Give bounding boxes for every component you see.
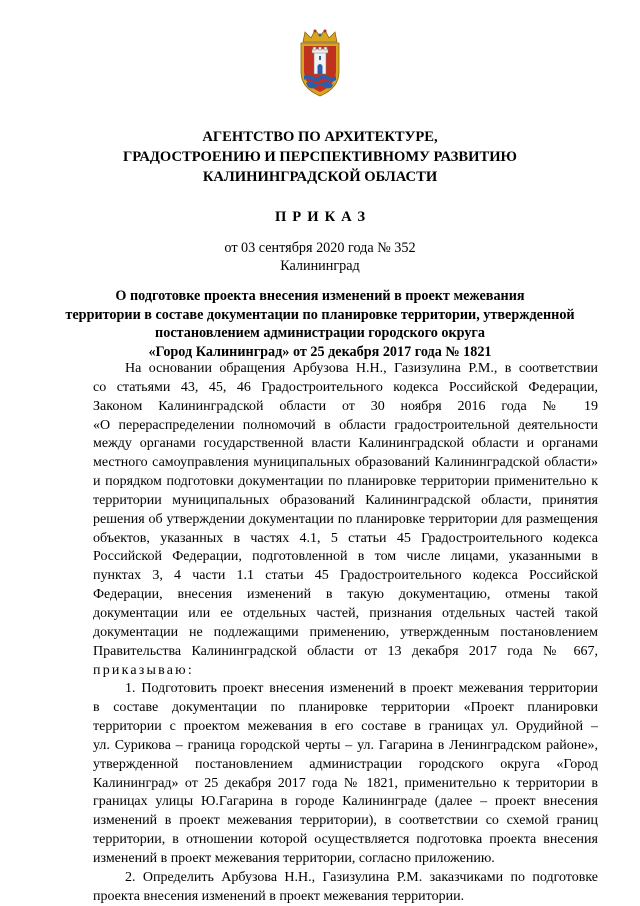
body-line: со статьями 43, 45, 46 Градостроительного кодекса Российской Федерации, <box>93 379 598 395</box>
body-line-item-2: 2. Определить Арбузова Н.Н., Газизулина Р.М. заказчиками по подготовке <box>125 869 598 885</box>
body-line-item-1: 1. Подготовить проект внесения изменений в проект межевания территории <box>125 681 598 697</box>
order-subject-line: постановлением администрации городского округа <box>155 325 485 342</box>
body-line-decree-word: приказываю: <box>93 662 194 678</box>
body-line: На основании обращения Арбузова Н.Н., Газизулина Р.М., в соответствии <box>125 361 598 376</box>
body-line: в составе документации по планировке территории «Проект планировки <box>93 700 598 716</box>
agency-name-line: АГЕНТСТВО ПО АРХИТЕКТУРЕ, <box>202 129 438 145</box>
agency-name <box>60 127 580 187</box>
body-line: Федерации, внесения изменений в такую документацию, отмены такой <box>93 587 598 603</box>
body-line: Законом Калининградской области от 30 ноября 2016 года № 19 <box>93 398 598 414</box>
body-line: Правительства Калининградской области от 13 декабря 2017 года № 667, <box>93 643 598 659</box>
body-line: документации или ее отдельных частей, признания отдельных частей такой <box>93 605 598 621</box>
order-subject-line: «Город Калининград» от 25 декабря 2017 года № 1821 <box>148 343 492 360</box>
order-body <box>93 360 598 906</box>
body-line: территории муниципальных образований Калининградской области, принятия <box>93 492 598 508</box>
agency-name-line: КАЛИНИНГРАДСКОЙ ОБЛАСТИ <box>202 169 438 185</box>
document-type: ПРИКАЗ <box>274 209 372 225</box>
body-line: Калининград» от 25 декабря 2017 года № 1821, применительно к территории в <box>93 775 598 791</box>
order-date-number: от 03 сентября 2020 года № 352 <box>224 240 416 256</box>
order-subject-line: О подготовке проекта внесения изменений в проект межевания <box>115 288 525 304</box>
body-line: изменений в проект межевания территории), в соответствии со схемой границ <box>93 813 598 829</box>
body-line: местного самоуправления муниципальных образований Калининградской области» <box>93 455 598 471</box>
body-line: пунктах 3, 4 части 1.1 статьи 45 Градостроительного кодекса Российской <box>93 568 598 584</box>
kaliningrad-coat-of-arms-icon <box>295 28 345 98</box>
body-line: и порядком подготовки документации по планировке территории применительно к <box>93 474 598 490</box>
agency-name-line: ГРАДОСТРОЕНИЮ И ПЕРСПЕКТИВНОМУ РАЗВИТИЮ <box>123 149 517 165</box>
body-line: объектов, указанных в частях 4.1, 5 статьи 45 Градостроительного кодекса <box>93 530 598 546</box>
body-line: Российской Федерации, подготовленной в том числе лицами, указанными в <box>93 549 598 565</box>
order-city: Калининград <box>280 258 360 274</box>
body-line: территории с проектом межевания в его составе в границах ул. Орудийной – <box>93 719 598 735</box>
body-line: границах улицы Ю.Гагарина в городе Калининграде (далее – проект внесения <box>93 794 598 810</box>
body-line: утвержденной постановлением администрации городского округа «Город <box>93 756 598 772</box>
order-subject <box>60 287 580 361</box>
body-line: проекта внесения изменений в проект межевания территории. <box>93 888 465 904</box>
body-line: ул. Сурикова – граница городской черты – ул. Гагарина в Ленинградском районе», <box>93 737 598 753</box>
body-line: изменений в проект межевания территории, согласно приложению. <box>93 850 495 866</box>
body-line: документации не подлежащими применению, утвержденным постановлением <box>93 624 598 640</box>
body-line: решения об утверждении документации по планировке территории для размещения <box>93 511 598 527</box>
order-subject-line: территории в составе документации по планировке территории, утвержденной <box>65 306 575 323</box>
body-line: между органами государственной власти Калининградской области и органами <box>93 436 598 452</box>
body-line: территории, в отношении которой осуществляется подготовка проекта внесения <box>93 832 598 848</box>
body-line: «О перераспределении полномочий в области градостроительной деятельности <box>93 417 598 433</box>
